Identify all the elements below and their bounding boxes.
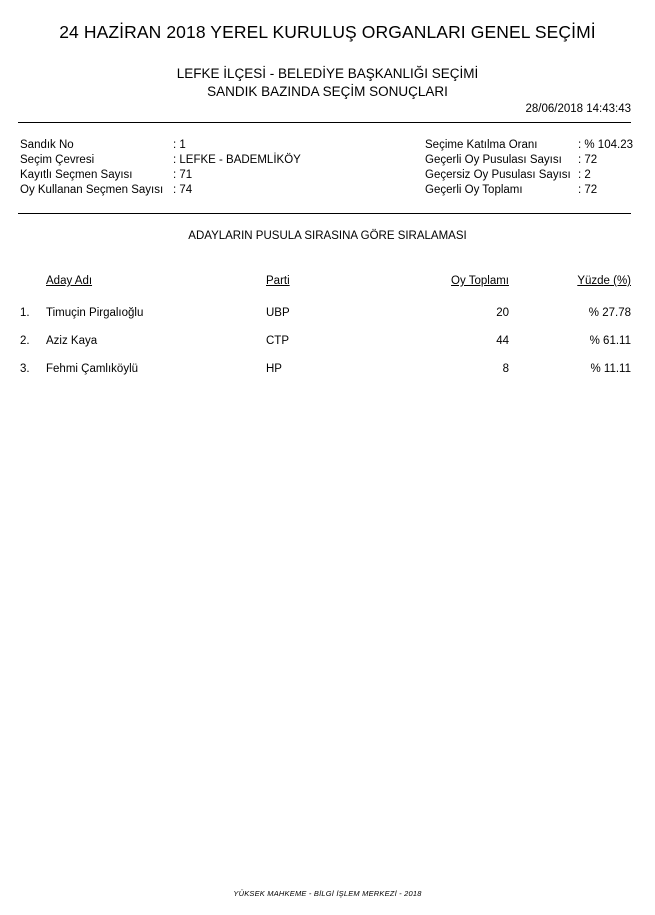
report-datetime: 28/06/2018 14:43:43 — [525, 103, 631, 115]
party-name: CTP — [266, 335, 289, 347]
row-number: 3. — [20, 363, 30, 375]
info-row-electoral-district — [20, 153, 320, 168]
info-label: Oy Kullanan Seçmen Sayısı — [20, 184, 164, 196]
document-subtitle-report: SANDIK BAZINDA SEÇİM SONUÇLARI — [207, 84, 448, 99]
column-header-candidate-name: Aday Adı — [46, 275, 93, 287]
vote-count: 44 — [496, 335, 509, 347]
column-header-votes: Oy Toplamı — [451, 275, 509, 287]
info-label: Seçim Çevresi — [20, 154, 95, 166]
info-value: : % 104.23 — [578, 139, 633, 151]
info-value: : 2 — [578, 169, 591, 181]
info-label: Seçime Katılma Oranı — [425, 139, 538, 151]
info-value: : LEFKE - BADEMLİKÖY — [173, 154, 301, 166]
info-value: : 71 — [173, 169, 193, 181]
party-name: HP — [266, 363, 282, 375]
vote-percent: % 27.78 — [588, 307, 631, 319]
info-row-ballot-box-no — [20, 138, 320, 153]
vote-percent: % 61.11 — [589, 335, 631, 347]
info-row-valid-ballots — [425, 153, 635, 168]
document-subtitle-district: LEFKE İLÇESİ - BELEDİYE BAŞKANLIĞI SEÇİMİ — [176, 66, 479, 81]
vote-percent: % 11.11 — [590, 363, 631, 375]
info-row-voters-voted — [20, 183, 320, 198]
table-row — [0, 363, 655, 378]
candidate-name: Timuçin Pirgalıoğlu — [46, 307, 144, 319]
column-header-party: Parti — [266, 275, 290, 287]
vote-count: 8 — [502, 363, 509, 375]
page-footer: YÜKSEK MAHKEME - BİLGİ İŞLEM MERKEZİ - 2018 — [233, 889, 422, 898]
info-label: Sandık No — [20, 139, 74, 151]
info-value: : 1 — [173, 139, 186, 151]
table-row — [0, 335, 655, 350]
row-number: 2. — [20, 335, 30, 347]
table-row — [0, 307, 655, 322]
column-header-percent: Yüzde (%) — [577, 275, 631, 287]
row-number: 1. — [20, 307, 30, 319]
info-divider — [18, 213, 631, 214]
info-value: : 74 — [173, 184, 193, 196]
info-label: Geçerli Oy Toplamı — [425, 184, 523, 196]
document-title: 24 HAZİRAN 2018 YEREL KURULUŞ ORGANLARI GENEL SEÇİMİ — [59, 22, 596, 42]
vote-count: 20 — [496, 307, 509, 319]
info-value: : 72 — [578, 184, 598, 196]
info-label: Kayıtlı Seçmen Sayısı — [20, 169, 133, 181]
info-row-invalid-ballots — [425, 168, 635, 183]
candidate-name: Fehmi Çamlıköylü — [46, 363, 139, 375]
candidate-name: Aziz Kaya — [46, 335, 98, 347]
info-row-registered-voters — [20, 168, 320, 183]
info-row-valid-votes-total — [425, 183, 635, 198]
party-name: UBP — [266, 307, 290, 319]
top-divider — [18, 122, 631, 123]
info-value: : 72 — [578, 154, 598, 166]
info-label: Geçerli Oy Pusulası Sayısı — [425, 154, 562, 166]
info-label: Geçersiz Oy Pusulası Sayısı — [425, 169, 571, 181]
info-row-turnout-rate — [425, 138, 635, 153]
section-title: ADAYLARIN PUSULA SIRASINA GÖRE SIRALAMASI — [188, 230, 467, 242]
